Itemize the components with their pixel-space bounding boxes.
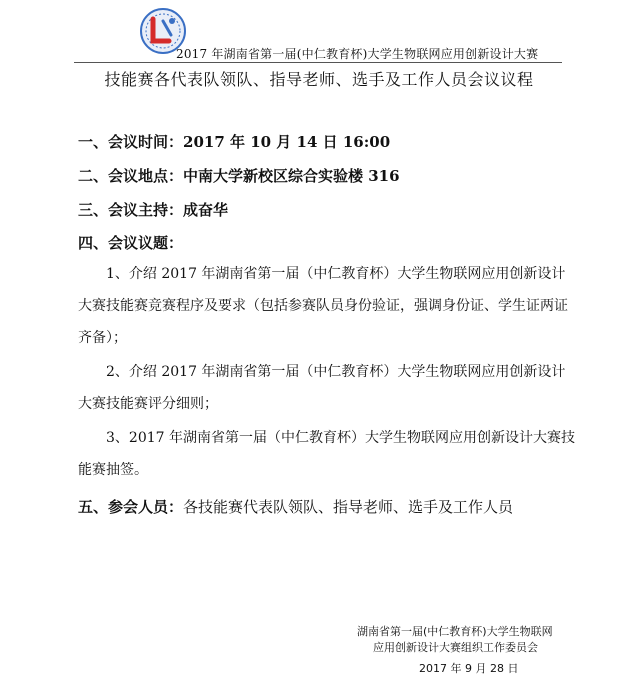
section-value: 成奋华 bbox=[183, 201, 229, 219]
page-title: 技能赛各代表队领队、指导老师、选手及工作人员会议议程 bbox=[104, 70, 534, 89]
section-value: 中南大学新校区综合实验楼 316 bbox=[183, 167, 400, 185]
agenda-item: 3、2017 年湖南省第一届（中仁教育杯）大学生物联网应用创新设计大赛技能赛抽签。 bbox=[78, 430, 575, 478]
section-label: 二、会议地点： bbox=[78, 167, 184, 185]
footer-org-line1: 湖南省第一届(中仁教育杯)大学生物联网 bbox=[357, 625, 553, 638]
footer-date: 2017 年 9 月 28 日 bbox=[419, 662, 519, 675]
agenda-item: 1、介绍 2017 年湖南省第一届（中仁教育杯）大学生物联网应用创新设计大赛技能赛竞赛程序及要求（包括参赛队员身份验证，强调身份证、学生证两证齐备）； bbox=[78, 266, 568, 346]
section-meeting-host bbox=[78, 199, 228, 220]
section-meeting-location bbox=[78, 165, 400, 186]
footer-org-line2: 应用创新设计大赛组织工作委员会 bbox=[373, 641, 538, 654]
section-label: 四、会议议题： bbox=[78, 234, 184, 252]
section-label: 三、会议主持： bbox=[78, 201, 184, 219]
section-meeting-time bbox=[78, 131, 390, 152]
section-attendees bbox=[78, 496, 513, 517]
section-label: 五、参会人员： bbox=[78, 498, 184, 516]
header-event-name: 2017 年湖南省第一届(中仁教育杯)大学生物联网应用创新设计大赛 bbox=[176, 47, 539, 61]
section-value: 各技能赛代表队领队、指导老师、选手及工作人员 bbox=[183, 498, 514, 516]
section-meeting-topics bbox=[78, 232, 183, 253]
section-value: 2017 年 10 月 14 日 16:00 bbox=[183, 133, 391, 151]
header-divider bbox=[74, 62, 562, 63]
agenda-item: 2、介绍 2017 年湖南省第一届（中仁教育杯）大学生物联网应用创新设计大赛技能赛评分细则； bbox=[78, 364, 566, 412]
section-label: 一、会议时间： bbox=[78, 133, 184, 151]
